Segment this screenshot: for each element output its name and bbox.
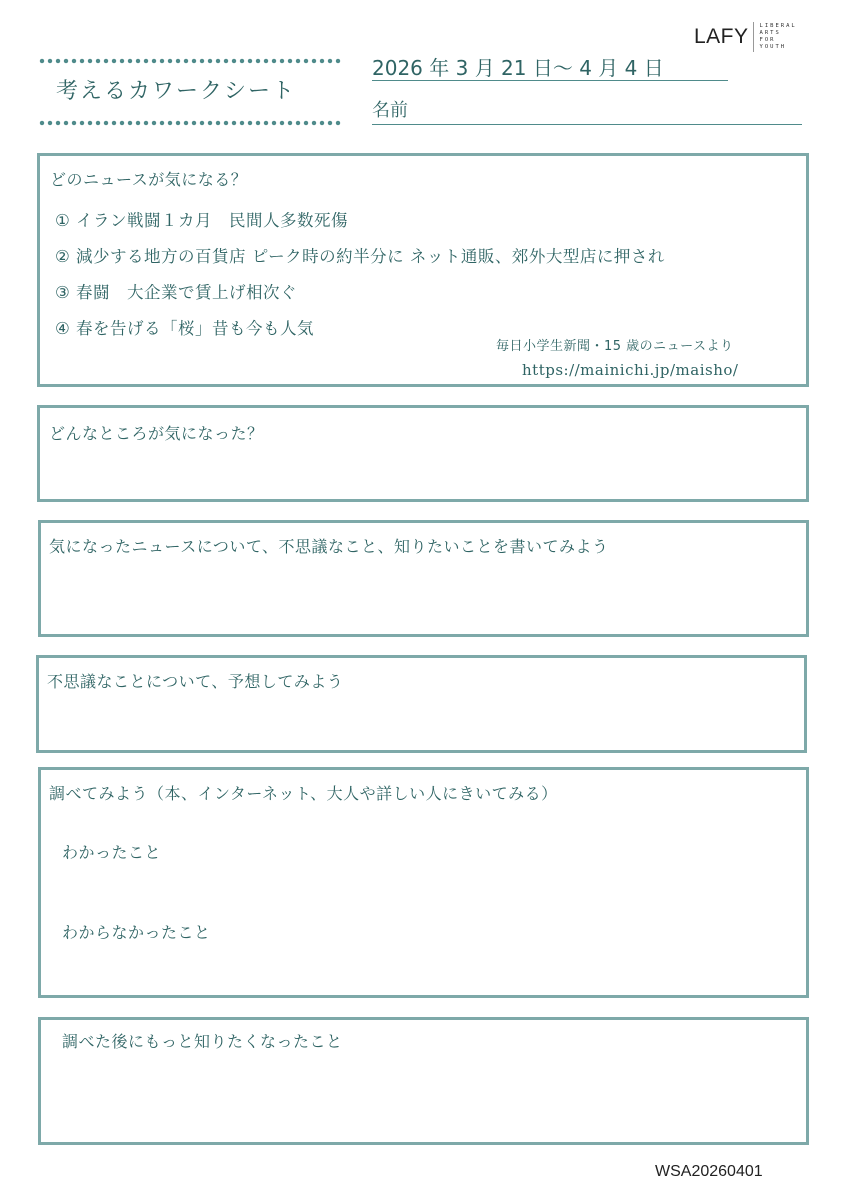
research-prompt: 調べてみよう（本、インターネット、大人や詳しい人にきいてみる） bbox=[49, 784, 558, 803]
lafy-logo bbox=[694, 22, 797, 52]
questions-prompt: 気になったニュースについて、不思議なこと、知りたいことを書いてみよう bbox=[49, 537, 609, 556]
prediction-prompt: 不思議なことについて、予想してみよう bbox=[47, 672, 344, 691]
news-question: どのニュースが気になる？ bbox=[50, 170, 248, 189]
dotted-divider-top bbox=[38, 58, 343, 64]
news-item-3: ③ 春闘 大企業で賃上げ相次ぐ bbox=[55, 283, 298, 302]
logo-separator bbox=[753, 22, 754, 52]
news-url: https://mainichi.jp/maisho/ bbox=[522, 361, 739, 379]
name-label: 名前 bbox=[372, 100, 408, 121]
understood-label: わかったこと bbox=[62, 843, 162, 862]
name-field[interactable] bbox=[372, 96, 802, 125]
news-item-4: ④ 春を告げる「桜」昔も今も人気 bbox=[55, 319, 315, 338]
not-understood-label: わからなかったこと bbox=[62, 923, 211, 942]
logo-sub-line: FOR bbox=[759, 37, 776, 43]
logo-sub-line: ARTS bbox=[759, 30, 781, 36]
interest-box[interactable] bbox=[37, 405, 809, 502]
logo-sub-line: LIBERAL bbox=[759, 23, 797, 29]
news-item-2: ② 減少する地方の百貨店 ピーク時の約半分に ネット通販、郊外大型店に押され bbox=[55, 247, 665, 266]
worksheet-code: WSA20260401 bbox=[655, 1163, 763, 1180]
logo-main-text: LAFY bbox=[694, 25, 749, 48]
worksheet-title-block bbox=[38, 58, 343, 128]
date-range: 2026 年 3 月 21 日～ 4 月 4 日 bbox=[372, 52, 728, 81]
news-item-1: ① イラン戦闘１カ月 民間人多数死傷 bbox=[55, 211, 349, 230]
logo-subtext bbox=[760, 23, 797, 51]
worksheet-title: 考えるカワークシート bbox=[56, 79, 297, 104]
interest-question: どんなところが気になった？ bbox=[49, 424, 264, 443]
dotted-divider-bottom bbox=[38, 120, 343, 126]
further-questions-prompt: 調べた後にもっと知りたくなったこと bbox=[62, 1032, 343, 1051]
news-source: 毎日小学生新聞・15 歳のニュースより bbox=[496, 339, 734, 354]
logo-sub-line: YOUTH bbox=[759, 44, 787, 50]
